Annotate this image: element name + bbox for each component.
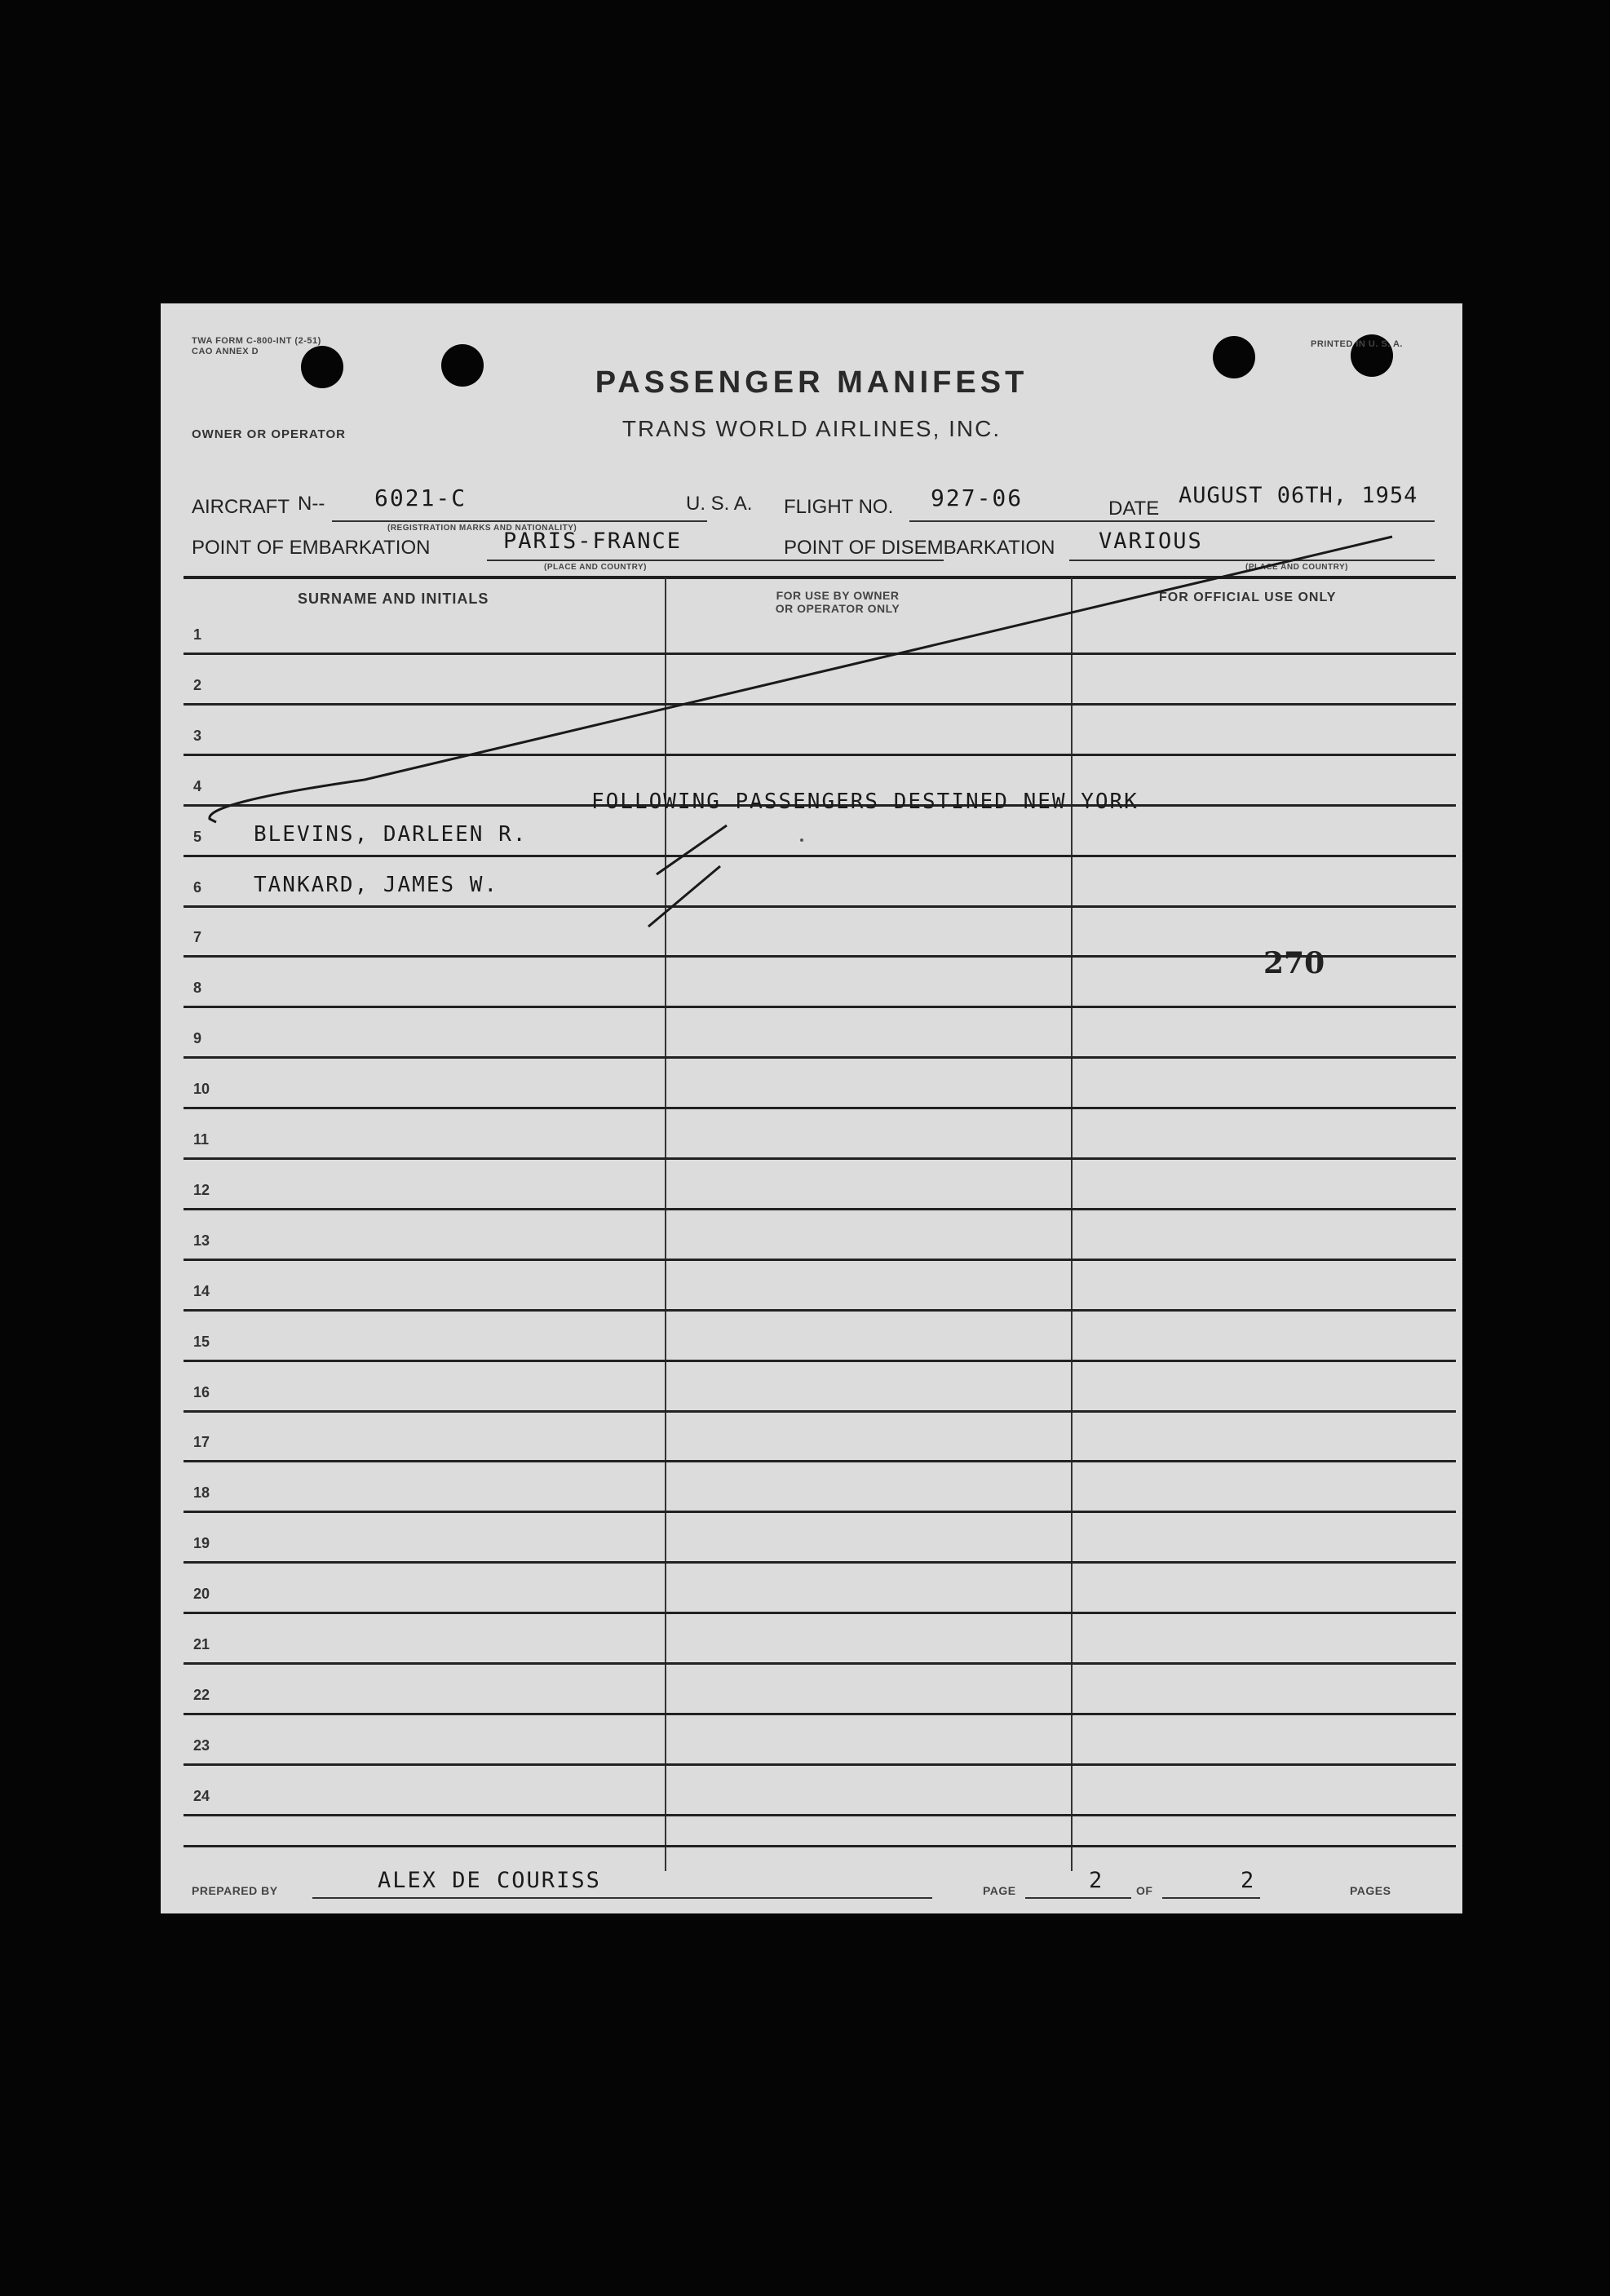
embark-value: PARIS-FRANCE: [503, 529, 683, 554]
row-number: 24: [193, 1787, 210, 1804]
of-underline: [1162, 1897, 1260, 1899]
printed-in: PRINTED IN U. S. A.: [1311, 339, 1403, 349]
prepared-label: PREPARED BY: [192, 1884, 278, 1897]
stray-mark: [800, 838, 803, 842]
aircraft-prefix: N--: [298, 493, 325, 515]
row-number: 12: [193, 1181, 210, 1198]
row-number: 16: [193, 1383, 210, 1400]
operator-caption: OWNER OR OPERATOR: [192, 427, 346, 441]
disembark-place-caption: (PLACE AND COUNTRY): [1245, 563, 1348, 572]
row-number: 21: [193, 1636, 210, 1652]
row-number: 6: [193, 878, 202, 896]
page-title: PASSENGER MANIFEST: [595, 365, 1028, 400]
col-header-official: FOR OFFICIAL USE ONLY: [1159, 591, 1337, 604]
tick-mark-row5: [657, 825, 727, 874]
prepared-underline: [312, 1897, 932, 1899]
official-stamp-number: 270: [1263, 946, 1325, 980]
aircraft-value: 6021-C: [374, 484, 467, 511]
strike-lines: [161, 303, 1462, 1913]
row-number: 13: [193, 1232, 210, 1249]
flight-value: 927-06: [931, 484, 1024, 511]
date-label: DATE: [1108, 498, 1160, 520]
pages-label: PAGES: [1350, 1884, 1391, 1897]
row-number: 14: [193, 1282, 210, 1299]
col-header-owner-line2: OR OPERATOR ONLY: [775, 602, 900, 615]
row-number: 18: [193, 1484, 210, 1502]
row-number: 19: [193, 1535, 210, 1552]
row-number: 11: [193, 1131, 210, 1148]
row-number: 2: [193, 676, 202, 693]
aircraft-label: AIRCRAFT: [192, 496, 290, 518]
registration-caption: (REGISTRATION MARKS AND NATIONALITY): [387, 524, 577, 533]
form-id-line1: TWA FORM C-800-INT (2-51): [192, 336, 321, 346]
embark-label: POINT OF EMBARKATION: [192, 537, 431, 559]
destination-note: FOLLOWING PASSENGERS DESTINED NEW YORK: [591, 790, 1139, 814]
row-number: 20: [193, 1586, 210, 1603]
row-number: 7: [193, 929, 202, 946]
row-number: 5: [193, 828, 202, 845]
row-number: 23: [193, 1736, 210, 1754]
disembark-label: POINT OF DISEMBARKATION: [784, 537, 1055, 559]
operator-name: TRANS WORLD AIRLINES, INC.: [621, 416, 1002, 441]
tick-mark-row6: [648, 866, 720, 927]
of-value: 2: [1241, 1868, 1256, 1893]
row-number: 8: [193, 980, 202, 997]
passenger-name: TANKARD, JAMES W.: [254, 872, 499, 897]
prepared-value: ALEX DE COURISS: [378, 1868, 601, 1893]
page-underline: [1025, 1897, 1131, 1899]
form-id-line2: CAO ANNEX D: [192, 347, 259, 356]
row-number: 15: [193, 1333, 210, 1350]
date-value: AUGUST 06TH, 1954: [1179, 483, 1418, 508]
diagonal-strike-line: [210, 537, 1392, 822]
page-label: PAGE: [983, 1884, 1016, 1897]
page-value: 2: [1089, 1868, 1104, 1893]
col-header-surname: SURNAME AND INITIALS: [298, 591, 489, 607]
usa-label: U. S. A.: [686, 493, 753, 515]
col-header-owner-line1: FOR USE BY OWNER: [776, 589, 900, 602]
row-number: 1: [193, 626, 202, 643]
flight-label: FLIGHT NO.: [784, 496, 894, 518]
disembark-value: VARIOUS: [1099, 529, 1203, 554]
row-number: 10: [193, 1081, 210, 1098]
row-number: 17: [193, 1434, 210, 1451]
row-number: 4: [193, 777, 202, 794]
manifest-sheet: [161, 303, 1462, 1913]
row-number: 22: [193, 1686, 210, 1703]
embark-place-caption: (PLACE AND COUNTRY): [544, 563, 647, 572]
row-number: 9: [193, 1030, 202, 1047]
of-label: OF: [1136, 1884, 1153, 1897]
passenger-name: BLEVINS, DARLEEN R.: [254, 821, 528, 847]
row-number: 3: [193, 727, 202, 744]
